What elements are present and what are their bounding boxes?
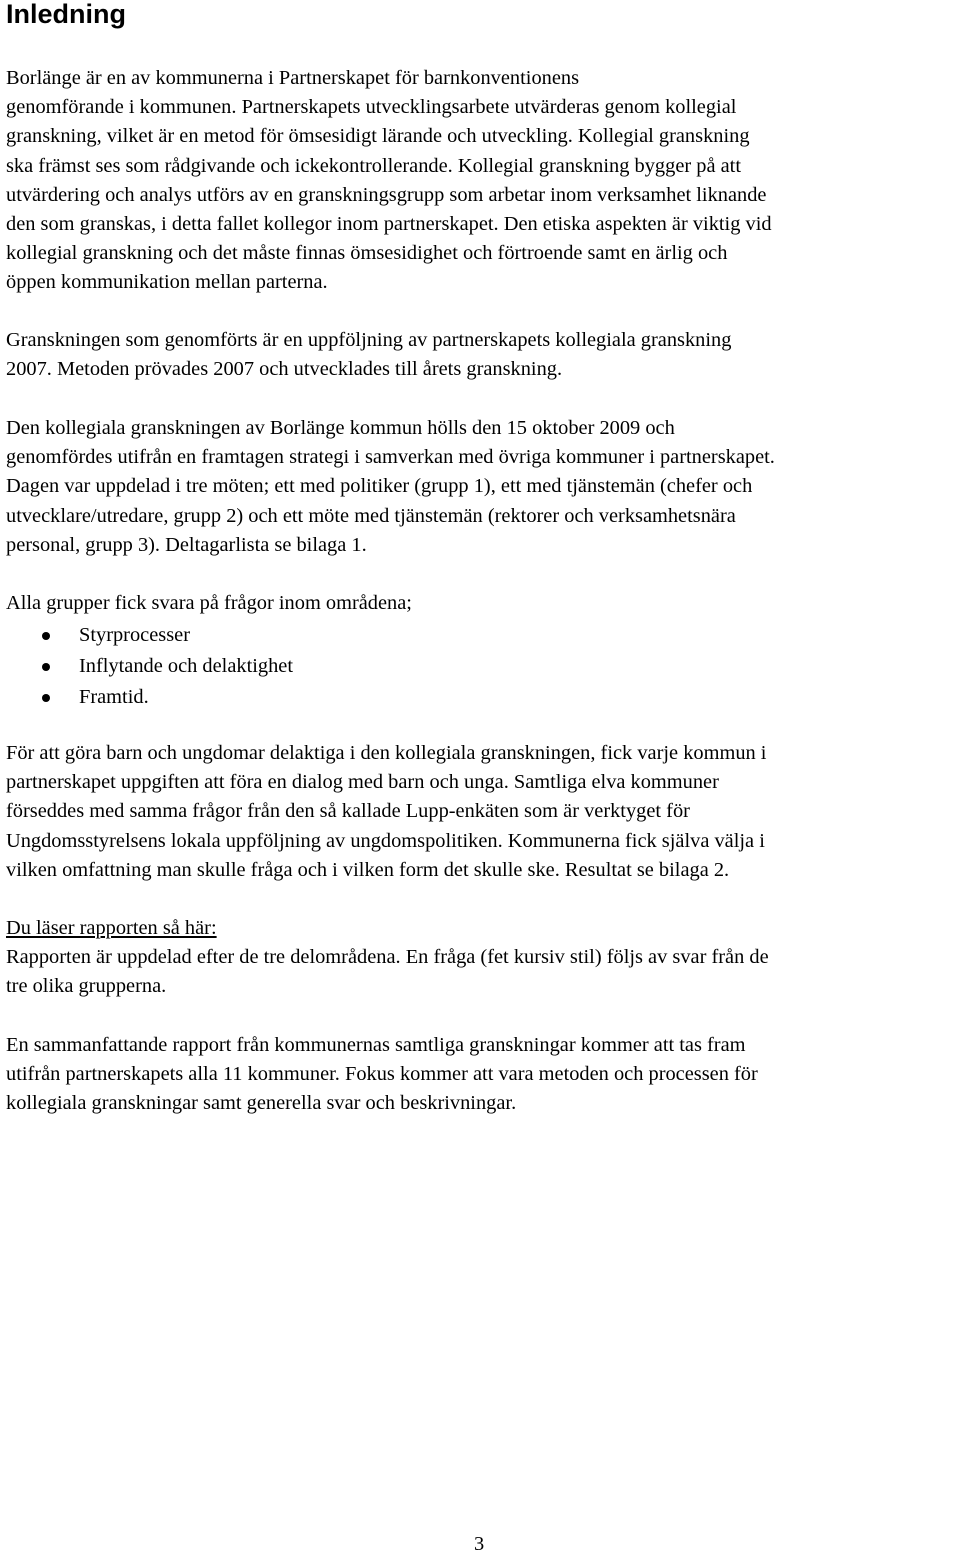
text-line: Borlänge är en av kommunerna i Partnerskapet för barnkonventionens: [6, 67, 580, 89]
text-line: utvärdering och analys utförs av en granskningsgrupp som arbetar inom verksamhet liknande: [6, 183, 767, 206]
text-line: den som granskas, i detta fallet kollegor inom partnerskapet. Den etiska aspekten är viktig vid: [6, 213, 772, 236]
page-number: 3: [474, 1533, 485, 1555]
paragraph-intro: [6, 64, 954, 298]
areas-list: [6, 620, 293, 713]
reading-guide-heading: Du läser rapporten så här:: [6, 917, 217, 939]
text-line: Alla grupper fick svara på frågor inom områdena;: [6, 592, 412, 614]
text-line: Dagen var uppdelad i tre möten; ett med politiker (grupp 1), ett med tjänstemän (chefer och: [6, 475, 753, 498]
text-line: genomfördes utifrån en framtagen strategi i samverkan med övriga kommuner i partnerskapet.: [6, 446, 775, 469]
text-line: partnerskapet uppgiften att föra en dialog med barn och unga. Samtliga elva kommuner: [6, 771, 719, 794]
list-item: [6, 620, 293, 651]
text-line: öppen kommunikation mellan parterna.: [6, 271, 328, 294]
list-item-label: Framtid.: [79, 686, 149, 708]
list-item-label: Inflytande och delaktighet: [79, 655, 294, 677]
bullet-icon: [42, 694, 50, 702]
paragraph-areas-intro: [6, 589, 954, 618]
text-line: Granskningen som genomförts är en uppföljning av partnerskapets kollegiala granskning: [6, 329, 732, 351]
list-item: [6, 651, 293, 682]
paragraph-summary: [6, 1031, 954, 1119]
text-line: 2007. Metoden prövades 2007 och utvecklades till årets granskning.: [6, 358, 563, 381]
text-line: Rapporten är uppdelad efter de tre delområdena. En fråga (fet kursiv stil) följs av svar från de: [6, 946, 769, 969]
text-line: genomförande i kommunen. Partnerskapets utvecklingsarbete utvärderas genom kollegial: [6, 96, 737, 119]
text-line: vilken omfattning man skulle fråga och i vilken form det skulle ske. Resultat se bilaga 2.: [6, 858, 730, 881]
page-title: Inledning: [6, 0, 126, 29]
text-line: kollegial granskning och det måste finnas ömsesidighet och förtroende samt en ärlig och: [6, 242, 728, 265]
text-line: Den kollegiala granskningen av Borlänge kommun hölls den 15 oktober 2009 och: [6, 417, 675, 439]
paragraph-reading-guide: [6, 914, 954, 1002]
paragraph-review-day: [6, 414, 954, 560]
text-line: personal, grupp 3). Deltagarlista se bilaga 1.: [6, 533, 367, 556]
bullet-icon: [42, 632, 50, 640]
paragraph-youth-dialog: [6, 739, 954, 885]
text-line: förseddes med samma frågor från den så kallade Lupp-enkäten som är verktyget för: [6, 800, 690, 823]
text-line: kollegiala granskningar samt generella svar och beskrivningar.: [6, 1092, 517, 1115]
list-item: [6, 682, 293, 713]
paragraph-followup: [6, 326, 954, 384]
bullet-icon: [42, 663, 50, 671]
text-line: En sammanfattande rapport från kommunernas samtliga granskningar kommer att tas fram: [6, 1034, 746, 1056]
text-line: Ungdomsstyrelsens lokala uppföljning av ungdomspolitiken. Kommunerna fick själva välja i: [6, 829, 765, 852]
text-line: utvecklare/utredare, grupp 2) och ett möte med tjänstemän (rektorer och verksamhetsnära: [6, 504, 736, 527]
text-line: utifrån partnerskapets alla 11 kommuner. Fokus kommer att vara metoden och processen för: [6, 1063, 758, 1086]
text-line: ska främst ses som rådgivande och ickekontrollerande. Kollegial granskning bygger på att: [6, 154, 741, 177]
list-item-label: Styrprocesser: [79, 624, 190, 646]
text-line: tre olika grupperna.: [6, 975, 167, 998]
text-line: granskning, vilket är en metod för ömsesidigt lärande och utveckling. Kollegial granskning: [6, 125, 750, 148]
text-line: För att göra barn och ungdomar delaktiga i den kollegiala granskningen, fick varje kommun i: [6, 742, 767, 764]
